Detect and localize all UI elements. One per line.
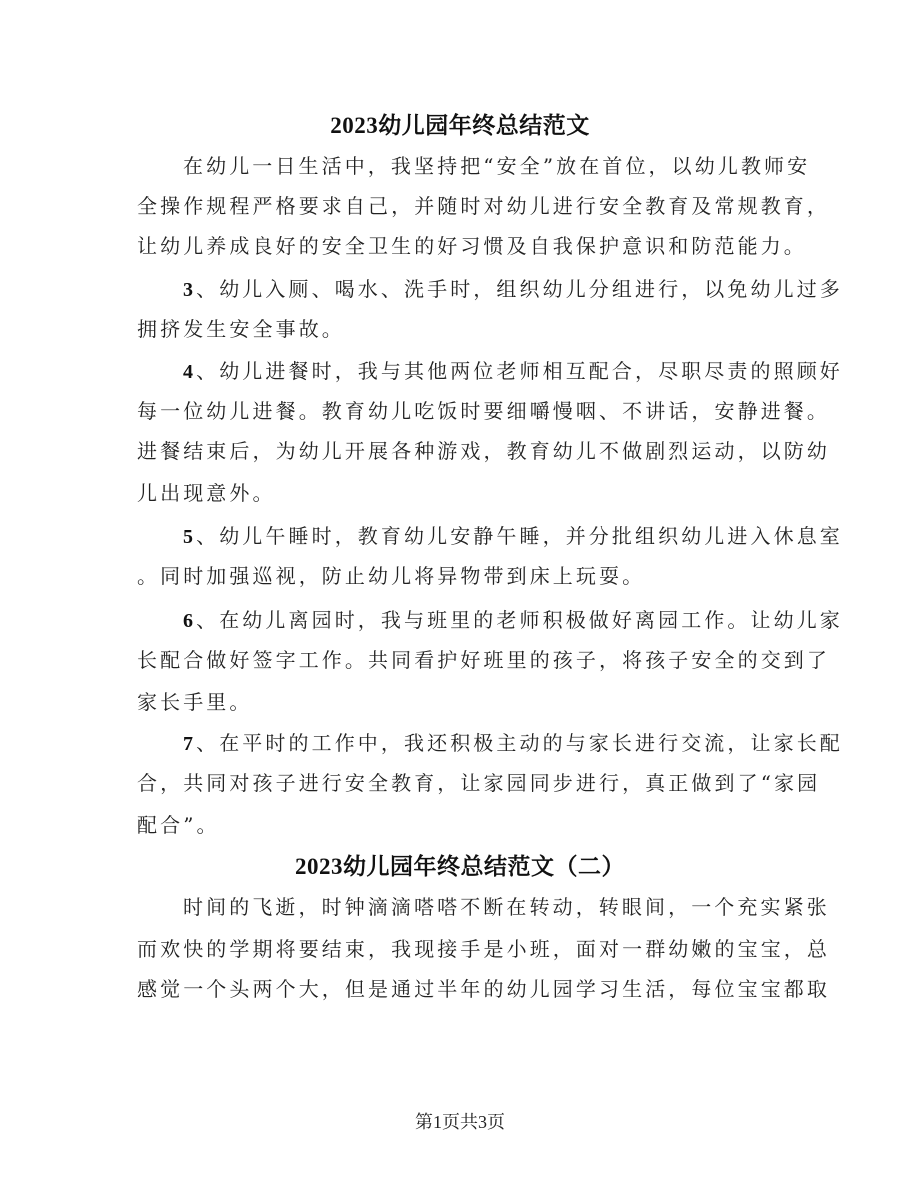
list-item-6-line xyxy=(183,608,843,633)
paragraph-line: 感觉一个头两个大，但是通过半年的幼儿园学习生活，每位宝宝都取 xyxy=(137,977,830,1001)
paragraph-line: 配合”。 xyxy=(137,813,220,837)
item-text: 、在平时的工作中，我还积极主动的与家长进行交流，让家长配 xyxy=(196,731,843,755)
item-text: 、幼儿进餐时，我与其他两位老师相互配合，尽职尽责的照顾好 xyxy=(196,359,843,383)
list-item-3-line xyxy=(183,277,843,302)
paragraph-line: 让幼儿养成良好的安全卫生的好习惯及自我保护意识和防范能力。 xyxy=(137,234,807,258)
paragraph-line: 长配合做好签字工作。共同看护好班里的孩子，将孩子安全的交到了 xyxy=(137,648,830,672)
item-number: 3 xyxy=(183,279,197,301)
paragraph-line: 每一位幼儿进餐。教育幼儿吃饭时要细嚼慢咽、不讲话，安静进餐。 xyxy=(137,399,830,423)
page-indicator: 第1页共3页 xyxy=(415,1112,505,1132)
list-item-7-line xyxy=(183,731,843,756)
paragraph-line: 在幼儿一日生活中，我坚持把“安全”放在首位，以幼儿教师安 xyxy=(183,154,811,178)
item-text: 、在幼儿离园时，我与班里的老师积极做好离园工作。让幼儿家 xyxy=(196,608,843,632)
item-number: 5 xyxy=(183,526,197,548)
paragraph-line: 。同时加强巡视，防止幼儿将异物带到床上玩耍。 xyxy=(137,564,646,588)
item-text: 、幼儿午睡时，教育幼儿安静午睡，并分批组织幼儿进入休息室 xyxy=(196,524,843,548)
paragraph-line: 儿出现意外。 xyxy=(137,481,276,505)
paragraph-line: 而欢快的学期将要结束，我现接手是小班，面对一群幼嫩的宝宝，总 xyxy=(137,937,830,961)
item-number: 6 xyxy=(183,610,197,632)
section2-title: 2023幼儿园年终总结范文（二） xyxy=(295,854,625,879)
paragraph-line: 进餐结束后，为幼儿开展各种游戏，教育幼儿不做剧烈运动，以防幼 xyxy=(137,439,830,463)
paragraph-line: 时间的飞逝，时钟滴滴嗒嗒不断在转动，转眼间，一个充实紧张 xyxy=(183,895,830,919)
item-number: 7 xyxy=(183,733,197,755)
paragraph-line: 拥挤发生安全事故。 xyxy=(137,317,345,341)
item-number: 4 xyxy=(183,361,197,383)
paragraph-line: 合，共同对孩子进行安全教育，让家园同步进行，真正做到了“家园 xyxy=(137,771,821,795)
list-item-4-line xyxy=(183,359,843,384)
item-text: 、幼儿入厕、喝水、洗手时，组织幼儿分组进行，以免幼儿过多 xyxy=(196,277,843,301)
list-item-5-line xyxy=(183,524,843,549)
paragraph-line: 全操作规程严格要求自己，并随时对幼儿进行安全教育及常规教育， xyxy=(137,194,830,218)
section1-title: 2023幼儿园年终总结范文 xyxy=(330,113,590,138)
paragraph-line: 家长手里。 xyxy=(137,690,253,714)
